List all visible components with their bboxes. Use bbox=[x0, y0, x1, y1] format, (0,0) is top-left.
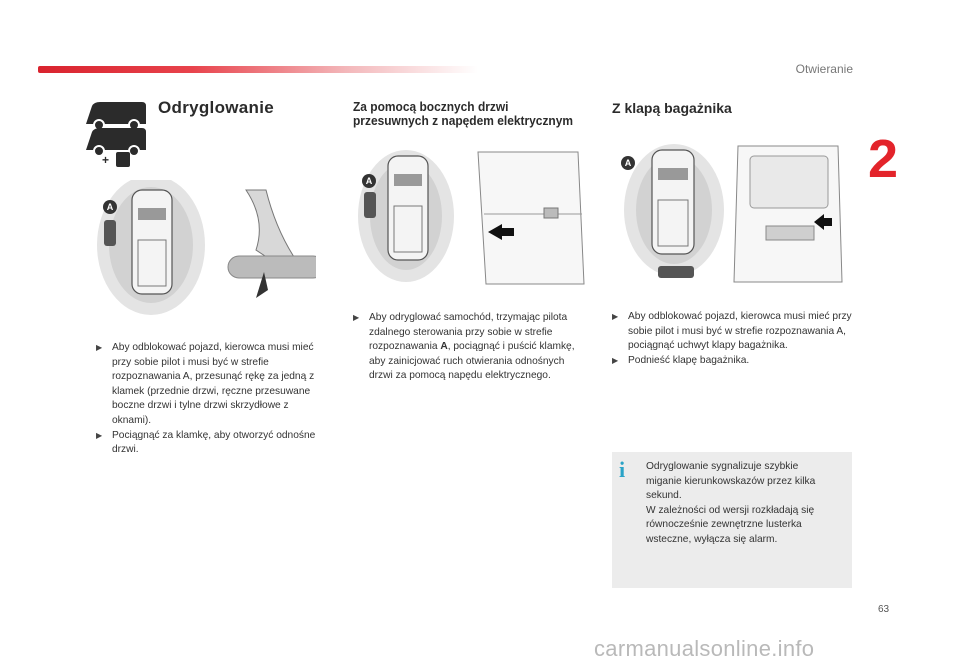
zone-a-badge: A bbox=[103, 200, 117, 214]
list-item: ▶ Aby odryglować samochód, trzymając pilota zdalnego sterowania przy sobie w strefie rozpoznawania A, pociągnąć i puścić klamkę, aby zainicjować ruch otwierania odnośnych drzwi za pomocą napędu elektrycznego. bbox=[353, 312, 575, 382]
header-accent-bar bbox=[38, 66, 478, 73]
section-title: Otwieranie bbox=[795, 62, 853, 76]
svg-text:+: + bbox=[102, 153, 110, 167]
chapter-number: 2 bbox=[868, 129, 899, 189]
col2-illustration bbox=[358, 148, 588, 292]
col1-bullets bbox=[96, 341, 326, 458]
col2-title: Za pomocą bocznych drzwi przesuwnych z napędem elektrycznym bbox=[353, 99, 574, 128]
zone-a-badge: A bbox=[621, 156, 635, 170]
col2-bullets bbox=[353, 311, 578, 384]
col3-title: Z klapą bagażnika bbox=[612, 100, 732, 116]
col3-illustration bbox=[618, 142, 848, 298]
list-item: ▶ Podnieść klapę bagażnika. bbox=[612, 354, 750, 366]
info-icon: i bbox=[619, 457, 626, 482]
watermark: carmanualsonline.info bbox=[594, 636, 815, 661]
zone-a-badge: A bbox=[362, 174, 376, 188]
page-number: 63 bbox=[878, 604, 890, 615]
list-item: ▶ Aby odblokować pojazd, kierowca musi mieć przy sobie pilot i musi być w strefie rozpoznawania A, przesunąć rękę za jedną z klamek (przednie drzwi, ręczne przesuwane boczne drzwi i tylne drzwi skrzydłowe z oknami). bbox=[96, 342, 315, 426]
van-icons bbox=[82, 96, 154, 168]
list-item: ▶ Aby odblokować pojazd, kierowca musi mieć przy sobie pilot i musi być w strefie rozpoznawania A, pociągnąć uchwyt klapy bagażnika. bbox=[612, 311, 852, 352]
col1-illustration bbox=[96, 180, 316, 320]
info-box-text: Odryglowanie sygnalizuje szybkie miganie kierunkowskazów przez kilka sekund. W zależności od wersji rozkładają się równocześnie zewnętrzne lusterka wsteczne, wyłącza się alarm. bbox=[646, 461, 816, 545]
col3-bullets bbox=[612, 310, 852, 368]
list-item: ▶ Pociągnąć za klamkę, aby otworzyć odnośne drzwi. bbox=[96, 429, 316, 456]
col1-title: Odryglowanie bbox=[158, 98, 275, 117]
